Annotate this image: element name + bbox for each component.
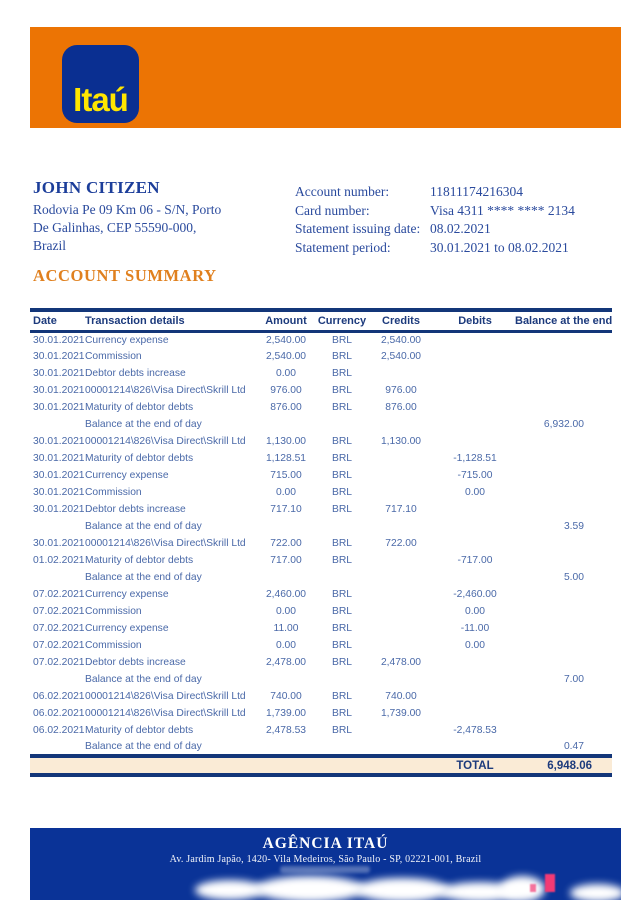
cell-currency: BRL (331, 691, 353, 702)
cell-amount: 876.00 (270, 402, 302, 413)
cell-date: 30.01.2021 (33, 487, 85, 498)
issuing-date-value: 08.02.2021 (430, 221, 491, 236)
cell-credits: 1,130.00 (380, 436, 422, 447)
cell-date: 07.02.2021 (33, 623, 85, 634)
cell-details: Balance at the end of day (85, 521, 202, 532)
cell-amount: 2,478.53 (265, 725, 307, 736)
cell-amount: 740.00 (270, 691, 302, 702)
cell-details: 00001214\826\Visa Direct\Skrill Ltd (85, 436, 246, 447)
cell-currency: BRL (331, 436, 353, 447)
cell-details: 00001214\826\Visa Direct\Skrill Ltd (85, 385, 246, 396)
cell-debits (435, 654, 515, 671)
table-row (30, 382, 612, 399)
statement-period-label: Statement period: (295, 239, 391, 255)
cell-credits (367, 586, 435, 603)
cell-debits (435, 671, 515, 688)
cell-debits: 0.00 (464, 640, 486, 651)
cell-currency: BRL (331, 504, 353, 515)
cell-currency: BRL (331, 623, 353, 634)
cell-details: 00001214\826\Visa Direct\Skrill Ltd (85, 708, 246, 719)
cell-balance (515, 501, 612, 518)
cell-date: 30.01.2021 (33, 453, 85, 464)
cell-details: 00001214\826\Visa Direct\Skrill Ltd (85, 691, 246, 702)
table-row (30, 331, 612, 348)
cell-credits (367, 450, 435, 467)
cell-amount: 717.00 (270, 555, 302, 566)
cell-currency: BRL (331, 589, 353, 600)
cell-currency (317, 569, 367, 586)
cell-currency: BRL (331, 708, 353, 719)
cell-details: Debtor debts increase (85, 657, 186, 668)
table-row (30, 399, 612, 416)
cell-currency: BRL (331, 555, 353, 566)
cell-currency: BRL (331, 402, 353, 413)
table-row (30, 552, 612, 569)
column-header-debits: Debits (435, 310, 515, 331)
cell-balance: 7.00 (563, 674, 584, 685)
cell-amount: 2,460.00 (265, 589, 307, 600)
table-row (30, 603, 612, 620)
cell-currency: BRL (331, 725, 353, 736)
cell-balance (515, 331, 612, 348)
cell-debits (435, 705, 515, 722)
cell-currency: BRL (331, 640, 353, 651)
total-row (30, 756, 612, 775)
cell-debits (435, 535, 515, 552)
table-row (30, 450, 612, 467)
cell-credits (367, 484, 435, 501)
cell-details: Maturity of debtor debts (85, 725, 194, 736)
watermark-smudge (500, 876, 545, 900)
cell-amount (255, 569, 317, 586)
cell-details: Currency expense (85, 470, 169, 481)
cell-debits (435, 365, 515, 382)
cell-amount (255, 739, 317, 756)
cell-debits: -715.00 (457, 470, 493, 481)
account-info-block (295, 183, 575, 257)
cell-details: Currency expense (85, 589, 169, 600)
cell-details: Currency expense (85, 334, 169, 346)
cell-date (30, 416, 85, 433)
cell-currency: BRL (331, 606, 353, 617)
cell-credits (367, 552, 435, 569)
cell-balance (515, 637, 612, 654)
cell-details: Maturity of debtor debts (85, 402, 194, 413)
transactions-body (30, 331, 612, 756)
account-info-row (295, 220, 575, 239)
cell-balance (515, 450, 612, 467)
cell-credits (367, 518, 435, 535)
balance-row (30, 671, 612, 688)
cell-details: Balance at the end of day (85, 419, 202, 430)
cell-balance (515, 654, 612, 671)
pink-mark (545, 874, 555, 892)
cell-debits (435, 382, 515, 399)
cell-details: Balance at the end of day (85, 741, 202, 752)
cell-details: Debtor debts increase (85, 368, 186, 379)
pink-mark (530, 884, 536, 892)
cell-debits (435, 569, 515, 586)
cell-details: Commission (85, 606, 142, 617)
cell-balance (515, 535, 612, 552)
cell-date: 01.02.2021 (33, 555, 85, 566)
cell-debits (435, 518, 515, 535)
cell-credits: 722.00 (385, 538, 417, 549)
total-spacer (367, 756, 435, 775)
cell-date: 30.01.2021 (33, 402, 85, 413)
table-row (30, 467, 612, 484)
cell-date (30, 518, 85, 535)
cell-balance (515, 688, 612, 705)
issuing-date-label: Statement issuing date: (295, 221, 421, 236)
cell-balance (515, 586, 612, 603)
cell-amount: 0.00 (275, 487, 297, 498)
cell-balance (515, 348, 612, 365)
cell-amount: 1,130.00 (265, 436, 307, 447)
account-info-row (295, 202, 575, 221)
cell-amount: 2,540.00 (265, 351, 307, 362)
card-number-value: Visa 4311 **** **** 2134 (430, 202, 575, 218)
table-row (30, 722, 612, 739)
cell-debits (435, 433, 515, 450)
table-row (30, 433, 612, 450)
customer-address-line: De Galinhas, CEP 55590-000, (33, 220, 197, 235)
cell-balance: 5.00 (563, 572, 584, 583)
cell-credits (367, 739, 435, 756)
cell-balance (515, 484, 612, 501)
table-row (30, 654, 612, 671)
cell-currency (317, 739, 367, 756)
table-row (30, 348, 612, 365)
cell-debits: 0.00 (464, 606, 486, 617)
total-spacer (85, 756, 255, 775)
cell-date: 07.02.2021 (33, 589, 85, 600)
total-label: TOTAL (435, 756, 515, 775)
cell-credits (367, 467, 435, 484)
balance-row (30, 518, 612, 535)
cell-credits (367, 722, 435, 739)
cell-balance (515, 620, 612, 637)
table-row (30, 620, 612, 637)
cell-debits (435, 501, 515, 518)
cell-credits (367, 416, 435, 433)
cell-credits: 2,540.00 (380, 351, 422, 362)
cell-currency (317, 416, 367, 433)
itau-logo (62, 45, 139, 123)
cell-currency: BRL (331, 334, 353, 346)
cell-credits (367, 620, 435, 637)
column-header-amount: Amount (255, 310, 317, 331)
cell-date: 07.02.2021 (33, 657, 85, 668)
cell-amount (255, 518, 317, 535)
cell-credits: 740.00 (385, 691, 417, 702)
cell-credits (367, 569, 435, 586)
cell-debits: 0.00 (464, 487, 486, 498)
cell-currency: BRL (331, 368, 353, 379)
account-number-value: 11811174216304 (430, 184, 523, 199)
account-info-row (295, 183, 575, 202)
cell-balance (515, 722, 612, 739)
cell-details: Currency expense (85, 623, 169, 634)
header-band (30, 27, 621, 128)
cell-amount: 0.00 (275, 368, 297, 379)
cell-currency (317, 671, 367, 688)
cell-credits: 876.00 (385, 402, 417, 413)
cell-amount: 1,739.00 (265, 708, 307, 719)
cell-details: 00001214\826\Visa Direct\Skrill Ltd (85, 538, 246, 549)
cell-credits: 2,540.00 (380, 334, 422, 346)
cell-debits: -11.00 (460, 623, 490, 634)
cell-details: Debtor debts increase (85, 504, 186, 515)
cell-balance (515, 467, 612, 484)
cell-details: Commission (85, 487, 142, 498)
cell-date: 06.02.2021 (33, 691, 85, 702)
cell-currency: BRL (331, 385, 353, 396)
cell-debits (435, 739, 515, 756)
section-title: ACCOUNT SUMMARY (33, 266, 217, 285)
agency-name: AGÊNCIA ITAÚ (262, 835, 389, 852)
cell-date: 06.02.2021 (33, 725, 85, 736)
footer-bar (30, 828, 621, 900)
cell-date: 30.01.2021 (33, 351, 85, 362)
cell-date: 30.01.2021 (33, 334, 85, 346)
cell-details: Commission (85, 351, 142, 362)
cell-balance: 3.59 (563, 521, 584, 532)
cell-date (30, 739, 85, 756)
cell-amount: 0.00 (275, 640, 297, 651)
account-info-row (295, 239, 575, 258)
cell-debits (435, 688, 515, 705)
watermark-smudge (355, 878, 450, 900)
cell-details: Maturity of debtor debts (85, 453, 194, 464)
cell-currency: BRL (331, 538, 353, 549)
cell-date (30, 671, 85, 688)
cell-details: Commission (85, 640, 142, 651)
statement-period-value: 30.01.2021 to 08.02.2021 (430, 239, 569, 255)
cell-date: 06.02.2021 (33, 708, 85, 719)
cell-currency: BRL (331, 351, 353, 362)
balance-row (30, 569, 612, 586)
cell-date: 07.02.2021 (33, 640, 85, 651)
table-row (30, 365, 612, 382)
column-header-details: Transaction details (85, 310, 255, 331)
table-row (30, 484, 612, 501)
cell-balance (515, 603, 612, 620)
column-header-credits: Credits (367, 310, 435, 331)
cell-amount: 0.00 (275, 606, 297, 617)
cell-date: 30.01.2021 (33, 470, 85, 481)
table-header-row (30, 310, 612, 331)
cell-amount: 976.00 (270, 385, 302, 396)
cell-balance (515, 433, 612, 450)
table-row (30, 705, 612, 722)
table-row (30, 501, 612, 518)
cell-debits (435, 331, 515, 348)
cell-balance: 0.47 (563, 741, 584, 752)
cell-debits: -717.00 (457, 555, 493, 566)
balance-row (30, 416, 612, 433)
watermark-smudge (255, 876, 365, 900)
customer-name: JOHN CITIZEN (33, 178, 160, 197)
cell-debits: -2,460.00 (453, 589, 497, 600)
cell-debits: -2,478.53 (453, 725, 497, 736)
column-header-date: Date (30, 310, 85, 331)
cell-currency: BRL (331, 470, 353, 481)
cell-currency: BRL (331, 453, 353, 464)
cell-amount: 2,540.00 (265, 334, 307, 346)
cell-details: Maturity of debtor debts (85, 555, 194, 566)
customer-block (33, 178, 221, 255)
cell-date: 30.01.2021 (33, 504, 85, 515)
itau-logo-text: Itaú (73, 81, 128, 118)
cell-currency (317, 518, 367, 535)
cell-balance (515, 399, 612, 416)
cell-amount: 11.00 (273, 623, 299, 634)
account-number-label: Account number: (295, 184, 390, 199)
cell-details: Balance at the end of day (85, 674, 202, 685)
cell-balance: 6,932.00 (543, 419, 584, 430)
summary-table (30, 308, 612, 777)
balance-row (30, 739, 612, 756)
column-header-currency: Currency (317, 310, 367, 331)
column-header-balance: Balance at the end (515, 310, 612, 331)
total-value: 6,948.06 (515, 756, 612, 775)
table-row (30, 637, 612, 654)
cell-balance (515, 365, 612, 382)
cell-balance (515, 552, 612, 569)
cell-credits (367, 671, 435, 688)
cell-balance (515, 705, 612, 722)
watermark-smudge (570, 884, 621, 900)
card-number-label: Card number: (295, 202, 370, 218)
cell-date: 30.01.2021 (33, 385, 85, 396)
cell-credits (367, 603, 435, 620)
cell-amount: 717.10 (270, 504, 302, 515)
table-row (30, 535, 612, 552)
cell-currency: BRL (331, 657, 353, 668)
cell-amount: 2,478.00 (265, 657, 307, 668)
cell-debits (435, 348, 515, 365)
cell-date: 30.01.2021 (33, 436, 85, 447)
cell-date: 30.01.2021 (33, 368, 85, 379)
cell-date: 30.01.2021 (33, 538, 85, 549)
cell-credits (367, 365, 435, 382)
table-row (30, 688, 612, 705)
total-spacer (255, 756, 317, 775)
cell-amount: 715.00 (270, 470, 302, 481)
cell-details: Balance at the end of day (85, 572, 202, 583)
cell-credits: 976.00 (385, 385, 417, 396)
cell-debits: -1,128.51 (453, 453, 497, 464)
cell-date (30, 569, 85, 586)
cell-credits: 2,478.00 (380, 657, 422, 668)
cell-debits (435, 399, 515, 416)
total-spacer (30, 756, 85, 775)
table-row (30, 586, 612, 603)
agency-address: Av. Jardim Japão, 1420- Vila Medeiros, São Paulo - SP, 02221-001, Brazil (169, 854, 482, 865)
cell-amount (255, 671, 317, 688)
cell-balance (515, 382, 612, 399)
cell-amount: 722.00 (270, 538, 302, 549)
cell-amount: 1,128.51 (265, 453, 307, 464)
summary-table-wrap (30, 308, 612, 777)
total-spacer (317, 756, 367, 775)
cell-amount (255, 416, 317, 433)
customer-address-line: Rodovia Pe 09 Km 06 - S/N, Porto (33, 202, 222, 217)
cell-credits (367, 637, 435, 654)
cell-debits (435, 416, 515, 433)
customer-address-line: Brazil (33, 238, 66, 253)
cell-currency: BRL (331, 487, 353, 498)
cell-credits: 1,739.00 (380, 708, 422, 719)
smudged-text-residue (280, 866, 370, 873)
cell-date: 07.02.2021 (33, 606, 85, 617)
cell-credits: 717.10 (385, 504, 417, 515)
